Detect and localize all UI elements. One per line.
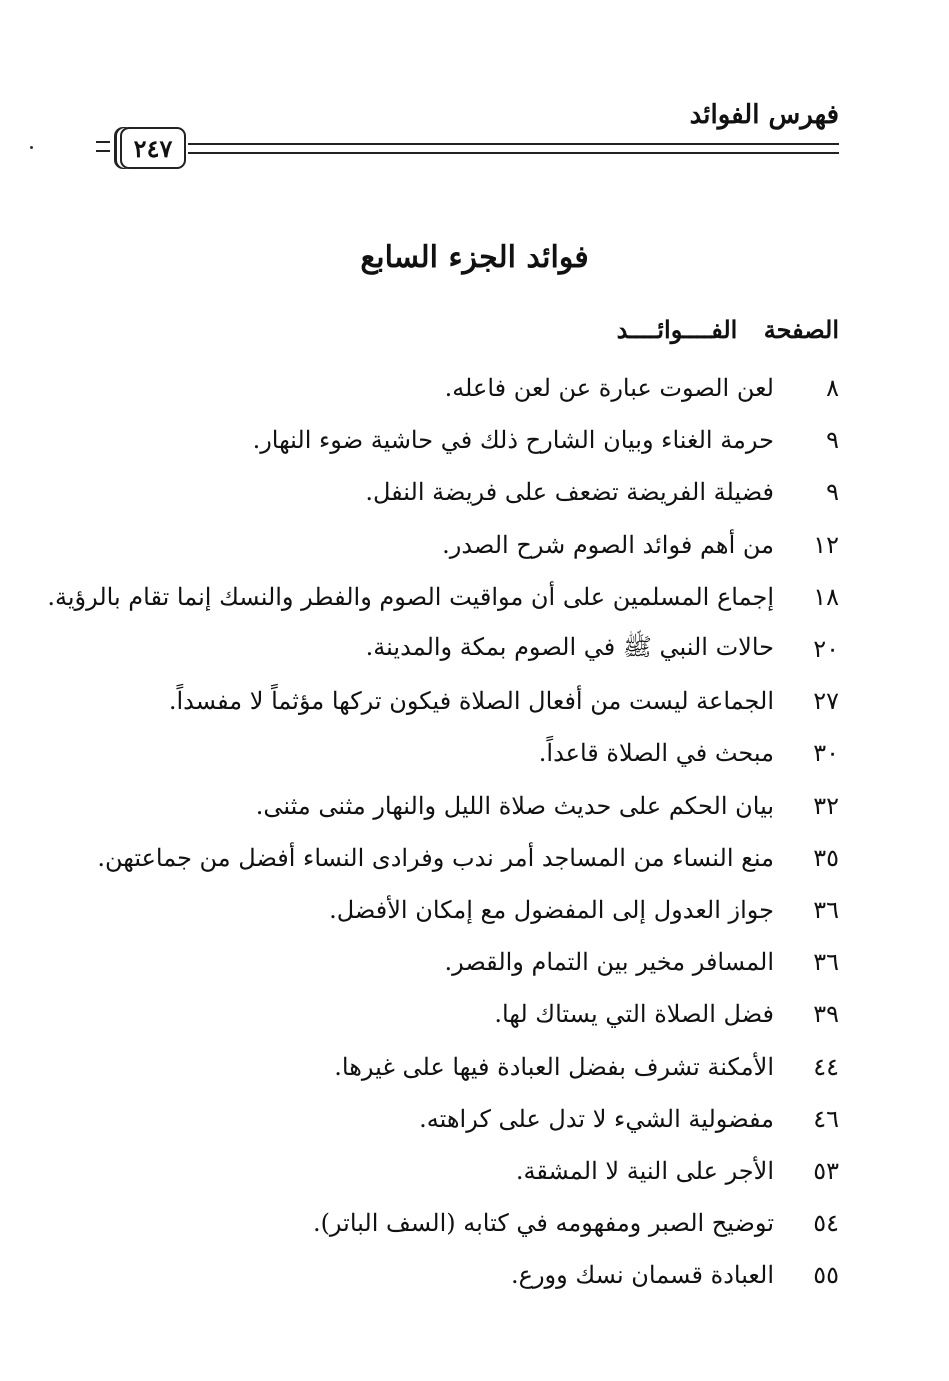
entry-page: ٣٠ [813,739,839,768]
list-item [79,1145,839,1197]
entry-text: الجماعة ليست من أفعال الصلاة فيكون تركها مؤثماً لا مفسداً. [168,687,774,716]
entry-page: ٩ [826,478,839,507]
section-title: فوائد الجزء السابع [360,240,589,275]
entry-text: الأمكنة تشرف بفضل العبادة فيها على غيرها. [334,1052,774,1081]
list-item [79,623,839,675]
entry-text: مبحث في الصلاة قاعداً. [538,739,774,768]
entry-page: ٣٥ [813,843,839,872]
entry-page: ٢٠ [813,635,839,664]
entry-text: حرمة الغناء وبيان الشارح ذلك في حاشية ضوء النهار. [252,426,774,455]
entry-page: ٣٢ [813,791,839,820]
list-item [79,884,839,936]
entry-page: ٤٤ [813,1052,839,1081]
entry-text: المسافر مخير بين التمام والقصر. [444,948,774,977]
entry-page: ٤٦ [813,1104,839,1133]
entry-page: ١٢ [813,530,839,559]
list-item [79,414,839,466]
entry-text: من أهم فوائد الصوم شرح الصدر. [442,530,774,559]
entry-page: ٣٦ [813,895,839,924]
entry-text: مفضولية الشيء لا تدل على كراهته. [419,1104,774,1133]
entry-text: بيان الحكم على حديث صلاة الليل والنهار مثنى مثنى. [255,791,774,820]
entry-text: الأجر على النية لا المشقة. [515,1156,774,1185]
entry-text: منع النساء من المساجد أمر ندب وفرادى النساء أفضل من جماعتهن. [97,843,774,872]
list-item [79,1040,839,1092]
list-item [79,675,839,727]
entry-page: ١٨ [813,582,839,611]
page-number: ٢٤٧ [120,127,186,169]
list-item [79,936,839,988]
list-item [79,832,839,884]
entry-text: لعن الصوت عبارة عن لعن فاعله. [444,374,774,403]
entry-page: ٢٧ [813,687,839,716]
entry-page: ٥٥ [813,1261,839,1290]
entry-page: ٨ [826,374,839,403]
entry-text: العبادة قسمان نسك وورع. [511,1261,774,1290]
list-item [79,362,839,414]
benefits-list [47,362,839,1301]
entry-text: حالات النبي ﷺ في الصوم بمكة والمدينة. [365,632,774,661]
list-item [47,571,839,623]
header-rule-end [96,141,110,152]
list-item [79,1249,839,1301]
entry-text: جواز العدول إلى المفضول مع إمكان الأفضل. [329,895,774,924]
entry-page: ٣٩ [813,1000,839,1029]
entry-page: ٥٤ [813,1209,839,1238]
entry-text: فضيلة الفريضة تضعف على فريضة النفل. [365,478,774,507]
header-rule [188,143,839,154]
entry-text: إجماع المسلمين على أن مواقيت الصوم والفطر والنسك إنما تقام بالرؤية. [47,582,774,611]
entry-text: فضل الصلاة التي يستاك لها. [494,1000,774,1029]
list-item [79,466,839,518]
list-item [79,1093,839,1145]
entry-text: توضيح الصبر ومفهومه في كتابه (السف الباتر). [312,1209,774,1238]
list-item [79,988,839,1040]
list-item [79,1197,839,1249]
list-item [79,519,839,571]
running-title: فهرس الفوائد [689,100,839,130]
entry-page: ٩ [826,426,839,455]
entry-page: ٥٣ [813,1156,839,1185]
entry-page: ٣٦ [813,948,839,977]
list-item [79,780,839,832]
column-header-benefits: الفــــوائــــد [616,315,738,344]
scan-speck [30,146,33,149]
column-header [617,315,839,344]
column-header-page: الصفحة [763,315,839,344]
list-item [79,727,839,779]
